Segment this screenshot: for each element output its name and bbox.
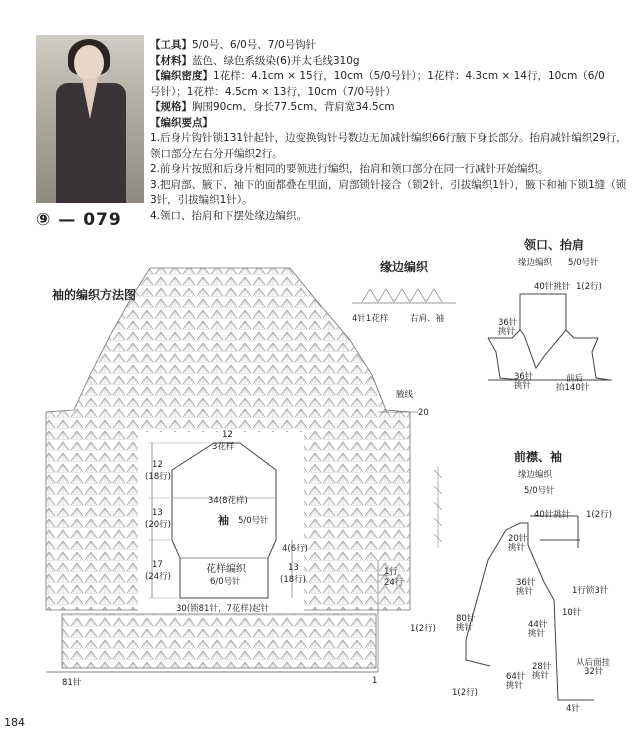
edge-chart-title: 缘边编织 <box>380 260 429 274</box>
sch-h2: 13 <box>152 508 163 518</box>
front-g1: 64针 <box>506 672 526 682</box>
sch-pattern-name: 花样编织 <box>206 564 246 575</box>
neck-top-stitches: 40针挑针 <box>534 282 571 292</box>
front-sub: 缘边编织 <box>518 470 553 480</box>
page-number: 184 <box>4 716 25 729</box>
front-right-note2a: 从后面挂 <box>576 658 611 668</box>
size-text: 胸围90cm、身长77.5cm、背肩宽34.5cm <box>192 101 395 113</box>
sch-right2: 13 <box>288 563 299 573</box>
model-number: ⑨ — 079 <box>36 210 122 230</box>
neck-schematic <box>488 294 612 380</box>
neck-sub: 缘边编织 <box>518 258 553 268</box>
front-b2: 挑针 <box>516 587 534 597</box>
sch-bottom: 30(锁81针，7花样)起针 <box>176 604 270 614</box>
sleeve-side-label: 腋线 <box>396 390 414 400</box>
sch-name: 袖 <box>218 514 229 527</box>
neck-needle: 5/0号针 <box>568 258 599 268</box>
sch-h3-sub: (24行) <box>145 572 171 582</box>
size-label: 【规格】 <box>150 101 192 113</box>
neck-left-a: 36针 <box>498 318 518 328</box>
front-a2: 挑针 <box>508 543 526 553</box>
tools-text: 5/0号、6/0号、7/0号钩针 <box>192 39 317 51</box>
neck-front-a: 前后 <box>566 374 584 384</box>
front-edging-mini <box>434 466 442 548</box>
sch-needle1: 5/0号针 <box>238 516 269 526</box>
step-3: 3.把肩部、腋下、袖下的面都叠在里面，肩部锁针接合（锁2针，引拔编织1针），腋下和袖下锁1缝（锁3针，引拔编织1针）。 <box>150 178 627 206</box>
front-e1: 10针 <box>562 608 582 618</box>
step-2: 2.前身片按照和后身片相同的要领进行编织，抬肩和领口部分在同一行减针开始编织。 <box>150 163 549 175</box>
material-text: 蓝色、绿色系级染(6)并太毛线310g <box>192 54 360 67</box>
front-g2: 挑针 <box>506 681 524 691</box>
gauge-label: 【编织密度】 <box>150 70 213 82</box>
neck-title: 领口、抬肩 <box>524 238 585 252</box>
sleeve-chart-band <box>62 614 376 668</box>
neck-left-b: 挑针 <box>498 327 516 337</box>
neck-top-rows: 1(2行) <box>576 282 602 292</box>
material-label: 【材料】 <box>150 54 192 67</box>
edge-left-note: 4针1花样 <box>352 314 389 324</box>
front-d1: 44针 <box>528 620 548 630</box>
tools-label: 【工具】 <box>150 39 192 51</box>
front-needle: 5/0号针 <box>524 486 555 496</box>
sleeve-left-count: 81针 <box>62 678 82 688</box>
sch-h2-sub: (20行) <box>145 520 171 530</box>
neck-left-c: 36针 <box>514 372 534 382</box>
sch-h3: 17 <box>152 560 163 570</box>
neck-left-d: 挑针 <box>514 381 532 391</box>
front-top-rows: 1(2行) <box>586 510 612 520</box>
gauge-text-1: 1花样：4.1cm × 15行，10cm（5/0号针）；1花样：4.3cm × 14行，10cm（6/0 <box>213 70 605 82</box>
front-d2: 挑针 <box>528 629 546 639</box>
neck-front-b: 抬140针 <box>556 383 590 393</box>
step-4: 4.领口、抬肩和下摆处缘边编织。 <box>150 209 308 222</box>
sch-top-sub: 3花样 <box>212 442 235 452</box>
front-c2: 挑针 <box>456 623 474 633</box>
front-f1: 28针 <box>532 662 552 672</box>
sch-right2-sub: (18行) <box>280 575 306 585</box>
row-mark-1: 1行 <box>384 567 398 577</box>
sch-needle2: 6/0号针 <box>210 577 241 587</box>
step-1: 1.后身片钩针锁131针起针，边变换钩针号数边无加减针编织66行腋下身长部分。抬肩减针编织29行，领口部分左右分开编织2行。 <box>150 132 627 160</box>
edging-chart <box>352 289 456 303</box>
sleeve-chart-title: 袖的编织方法图 <box>52 288 137 302</box>
front-c-rows: 1(2行) <box>410 624 436 634</box>
front-g-rows: 1(2行) <box>452 688 478 698</box>
points-label: 【编织要点】 <box>150 116 213 129</box>
front-b1: 36针 <box>516 578 536 588</box>
front-right-note2b: 32针 <box>584 667 604 677</box>
sleeve-side-num: 20 <box>418 408 429 418</box>
sleeve-right-count: 1 <box>372 676 378 686</box>
front-c1: 80针 <box>456 614 476 624</box>
gauge-text-2: 号针）；1花样：4.5cm × 13行，10cm（7/0号针） <box>150 85 396 98</box>
sch-mid-width: 34(8花样) <box>208 496 248 506</box>
front-a1: 20针 <box>508 534 528 544</box>
front-title: 前襟、袖 <box>514 450 563 464</box>
front-f2: 挑针 <box>532 671 550 681</box>
sch-right1: 4(6行) <box>282 544 308 554</box>
front-bottom: 4针 <box>566 704 580 714</box>
front-top-stitches: 40针挑针 <box>534 510 571 520</box>
sch-h1: 12 <box>152 460 163 470</box>
edge-right-note: 右肩、袖 <box>410 314 445 324</box>
front-right-note: 1行锁3针 <box>572 586 609 596</box>
sch-top-width: 12 <box>222 430 233 440</box>
row-mark-2: 24行 <box>384 578 404 588</box>
sch-h1-sub: (18行) <box>145 472 171 482</box>
